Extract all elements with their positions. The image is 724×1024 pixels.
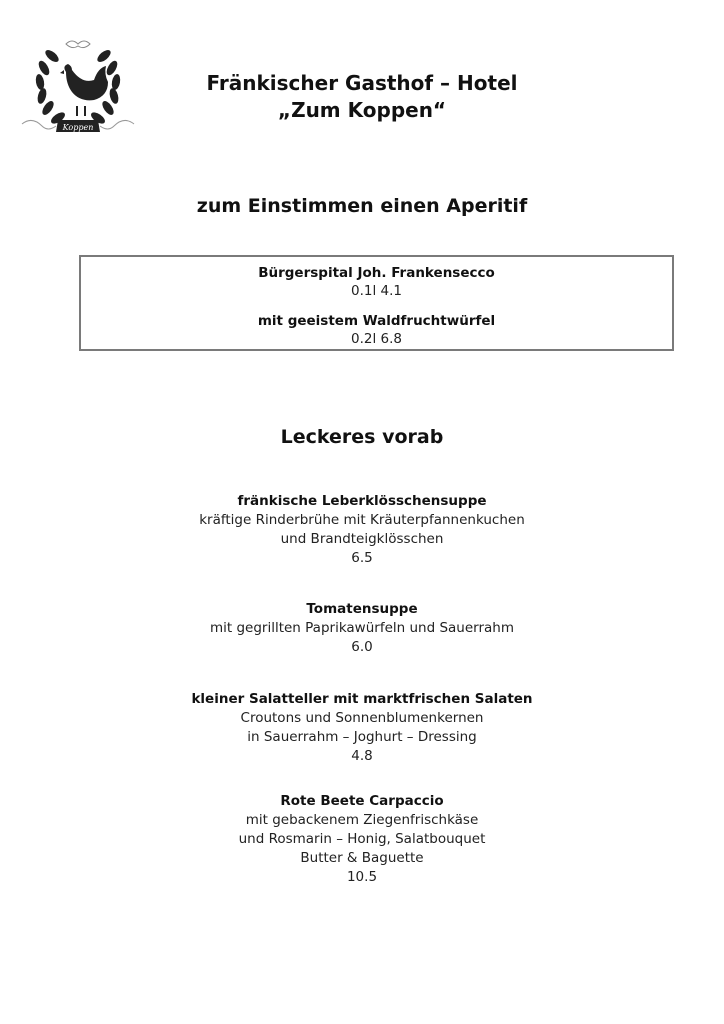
item-price: 10.5: [346, 869, 378, 885]
item-desc: und Rosmarin – Honig, Salatbouquet: [238, 831, 486, 847]
svg-text:Koppen: Koppen: [62, 123, 94, 132]
item-name: kleiner Salatteller mit marktfrischen Salaten: [191, 691, 533, 707]
item-desc: und Brandteigklösschen: [280, 531, 444, 547]
rooster-wreath-logo-icon: [14, 36, 142, 140]
item-price: 6.5: [351, 550, 373, 566]
aperitif-name: Bürgerspital Joh. Frankensecco: [258, 265, 495, 281]
item-desc: in Sauerrahm – Joghurt – Dressing: [247, 729, 477, 745]
menu-item: [0, 690, 724, 766]
aperitif-box: [79, 255, 674, 351]
item-desc: mit gebackenem Ziegenfrischkäse: [245, 812, 479, 828]
aperitif-price: 0.1l 4.1: [351, 283, 402, 299]
menu-item: [0, 792, 724, 887]
item-price: 6.0: [351, 639, 373, 655]
item-price: 4.8: [351, 748, 373, 764]
menu-item: [0, 600, 724, 657]
item-desc: Butter & Baguette: [300, 850, 424, 866]
menu-item: [0, 492, 724, 568]
item-desc: Croutons und Sonnenblumenkernen: [240, 710, 484, 726]
item-desc: kräftige Rinderbrühe mit Kräuterpfannenkuchen: [199, 512, 525, 528]
aperitif-name: mit geeistem Waldfruchtwürfel: [257, 313, 496, 329]
item-name: fränkische Leberklösschensuppe: [237, 493, 487, 509]
title-line-1: Fränkischer Gasthof – Hotel: [206, 71, 518, 95]
item-desc: mit gegrillten Paprikawürfeln und Sauerrahm: [209, 620, 515, 636]
aperitif-heading: zum Einstimmen einen Aperitif: [196, 195, 528, 217]
item-name: Tomatensuppe: [306, 601, 418, 617]
aperitif-price: 0.2l 6.8: [351, 331, 402, 347]
item-name: Rote Beete Carpaccio: [280, 793, 444, 809]
restaurant-title: [142, 70, 582, 124]
title-line-2: „Zum Koppen“: [277, 98, 447, 122]
starters-heading: Leckeres vorab: [280, 426, 444, 448]
